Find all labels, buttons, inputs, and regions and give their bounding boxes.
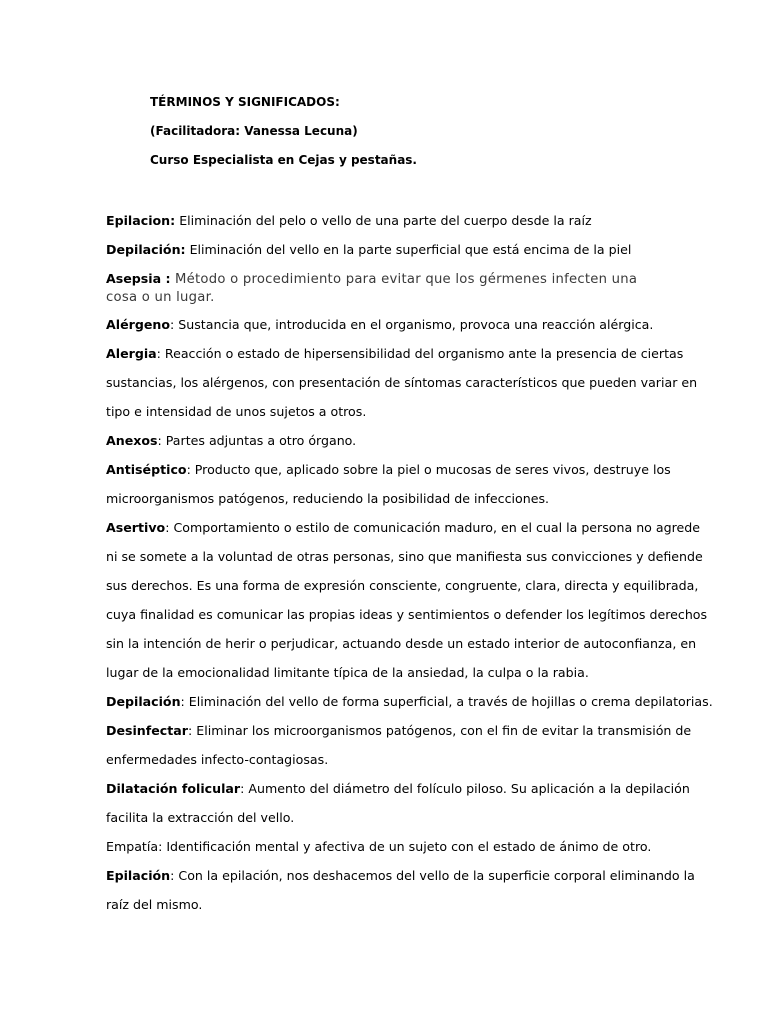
entry-line bbox=[106, 716, 692, 745]
glossary-entry-desinfectar bbox=[106, 716, 692, 774]
entry-term: Desinfectar bbox=[106, 723, 188, 738]
entry-term: Alergia bbox=[106, 346, 157, 361]
entry-definition: Eliminación del vello en la parte superficial que está encima de la piel bbox=[185, 242, 632, 257]
entry-line bbox=[106, 426, 666, 455]
glossary-entry-anexos bbox=[106, 426, 666, 455]
entry-continuation: microorganismos patógenos, reduciendo la posibilidad de infecciones. bbox=[106, 491, 550, 506]
entry-term: Epilacion: bbox=[106, 213, 176, 228]
entry-continuation: raíz del mismo. bbox=[106, 897, 203, 912]
entry-line bbox=[106, 339, 684, 368]
entry-definition: : Con la epilación, nos deshacemos del vello de la superficie corporal eliminando la bbox=[170, 868, 695, 883]
glossary-list bbox=[106, 206, 713, 919]
entry-term: Dilatación folicular bbox=[106, 781, 241, 796]
entry-definition: : Aumento del diámetro del folículo piloso. Su aplicación a la depilación bbox=[240, 781, 690, 796]
entry-line bbox=[106, 774, 690, 803]
entry-line bbox=[106, 206, 666, 235]
entry-term: Depilación bbox=[106, 694, 181, 709]
glossary-entry-alergia bbox=[106, 339, 698, 426]
entry-term: Empatía: bbox=[106, 839, 163, 854]
entry-term: Epilación bbox=[106, 868, 171, 883]
course-line: Curso Especialista en Cejas y pestañas. bbox=[150, 153, 417, 167]
entry-definition: : Comportamiento o estilo de comunicación maduro, en el cual la persona no agrede bbox=[165, 520, 700, 535]
entry-term: Asertivo bbox=[106, 520, 166, 535]
entry-definition: Identificación mental y afectiva de un sujeto con el estado de ánimo de otro. bbox=[162, 839, 652, 854]
entry-line bbox=[106, 687, 713, 716]
entry-continuation: lugar de la emocionalidad limitante típica de la ansiedad, la culpa o la rabia. bbox=[106, 665, 589, 680]
entry-term: Alérgeno bbox=[106, 317, 170, 332]
entry-definition: : Reacción o estado de hipersensibilidad del organismo ante la presencia de ciertas bbox=[156, 346, 684, 361]
glossary-entry-asertivo bbox=[106, 513, 708, 687]
entry-term: Anexos bbox=[106, 433, 158, 448]
entry-continuation: sus derechos. Es una forma de expresión consciente, congruente, clara, directa y equilibrada, bbox=[106, 578, 699, 593]
facilitator-line: (Facilitadora: Vanessa Lecuna) bbox=[150, 124, 358, 138]
entry-definition: : Partes adjuntas a otro órgano. bbox=[157, 433, 357, 448]
entry-continuation: facilita la extracción del vello. bbox=[106, 810, 295, 825]
entry-line bbox=[106, 310, 666, 339]
entry-definition: : Eliminar los microorganismos patógenos, con el fin de evitar la transmisión de bbox=[188, 723, 692, 738]
document-header bbox=[150, 92, 670, 179]
glossary-entry-antiseptico bbox=[106, 455, 671, 513]
glossary-entry-empatia bbox=[106, 832, 666, 861]
entry-definition: : Producto que, aplicado sobre la piel o mucosas de seres vivos, destruye los bbox=[186, 462, 671, 477]
entry-continuation: sustancias, los alérgenos, con presentación de síntomas característicos que pueden variar en bbox=[106, 375, 698, 390]
entry-continuation: enfermedades infecto-contagiosas. bbox=[106, 752, 329, 767]
entry-continuation: cuya finalidad es comunicar las propias ideas y sentimientos o defender los legítimos derechos bbox=[106, 607, 708, 622]
entry-line bbox=[106, 832, 666, 861]
entry-line bbox=[106, 235, 666, 264]
document-title: TÉRMINOS Y SIGNIFICADOS: bbox=[150, 95, 340, 109]
glossary-entry-epilacion-2 bbox=[106, 861, 695, 919]
entry-term: Asepsia : bbox=[106, 271, 171, 286]
glossary-entry-alergeno bbox=[106, 310, 666, 339]
glossary-entry-depilacion-2 bbox=[106, 687, 713, 716]
entry-line bbox=[106, 455, 671, 484]
entry-definition: Eliminación del pelo o vello de una parte del cuerpo desde la raíz bbox=[175, 213, 592, 228]
glossary-entry-asepsia bbox=[106, 270, 666, 306]
entry-line bbox=[106, 861, 695, 890]
entry-continuation: tipo e intensidad de unos sujetos a otros. bbox=[106, 404, 367, 419]
entry-continuation: sin la intención de herir o perjudicar, actuando desde un estado interior de autoconfianza, en bbox=[106, 636, 697, 651]
entry-definition: Método o procedimiento para evitar que los gérmenes infecten una cosa o un lugar. bbox=[106, 272, 638, 305]
glossary-entry-epilacion bbox=[106, 206, 666, 235]
entry-definition: : Eliminación del vello de forma superficial, a través de hojillas o crema depilatorias. bbox=[180, 694, 713, 709]
entry-term: Depilación: bbox=[106, 242, 186, 257]
entry-continuation: ni se somete a la voluntad de otras personas, sino que manifiesta sus convicciones y defiende bbox=[106, 549, 703, 564]
glossary-entry-dilatacion-folicular bbox=[106, 774, 690, 832]
entry-definition: : Sustancia que, introducida en el organismo, provoca una reacción alérgica. bbox=[170, 317, 654, 332]
entry-term: Antiséptico bbox=[106, 462, 187, 477]
entry-line bbox=[106, 513, 700, 542]
glossary-entry-depilacion bbox=[106, 235, 666, 264]
